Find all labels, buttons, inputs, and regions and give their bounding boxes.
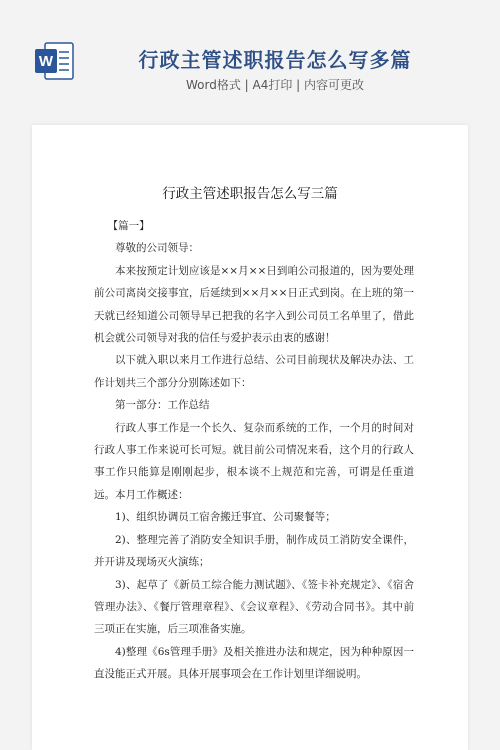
svg-text:W: W [38, 53, 54, 70]
paragraph: 以下就入职以来月工作进行总结、公司目前现状及解决办法、工作计划共三个部分分别陈述如下： [94, 354, 414, 389]
document-title: 行政主管述职报告怎么写三篇 [162, 186, 338, 202]
section-tag: 【篇一】 [107, 220, 150, 232]
paragraph: 1)、组织协调员工宿舍搬迁事宜、公司聚餐等； [115, 511, 336, 524]
header [0, 0, 500, 110]
document-page [32, 125, 468, 750]
page-title: 行政主管述职报告怎么写多篇 [138, 48, 412, 72]
paragraph: 尊敬的公司领导： [115, 242, 199, 255]
paragraph: 行政人事工作是一个长久、复杂而系统的工作，一个月的时间对行政人事工作来说可长可短。就目前公司情况来看，这个月的行政人事工作只能算是刚刚起步，根本谈不上规范和完善，可谓是任重道远。本月工作概述： [94, 421, 414, 501]
document-body [94, 215, 414, 686]
word-doc-icon [33, 40, 75, 82]
paragraph: 第一部分：工作总结 [115, 399, 210, 412]
paragraph: 2)、整理完善了消防安全知识手册，制作成员工消防安全课件，并开讲及现场灭火演练； [94, 533, 414, 569]
paragraph: 4)整理《6s管理手册》及相关推进办法和规定，因为种种原因一直没能正式开展。具体开展事项会在工作计划里详细说明。 [94, 645, 414, 681]
page-subtitle: Word格式 | A4打印 | 内容可更改 [185, 78, 365, 92]
paragraph: 本来按预定计划应该是××月××日到咱公司报道的，因为要处理前公司离岗交接事宜，后延续到××月××日正式到岗。在上班的第一天就已经知道公司领导早已把我的名字入到公司员工名单里了，借此机会就公司领导对我的信任与爱护表示由衷的感谢！ [94, 264, 414, 345]
paragraph: 3)、起草了《新员工综合能力测试题》、《签卡补充规定》、《宿舍管理办法》、《餐厅管理章程》、《会议章程》、《劳动合同书》。其中前三项正在实施，后三项准备实施。 [94, 578, 414, 636]
